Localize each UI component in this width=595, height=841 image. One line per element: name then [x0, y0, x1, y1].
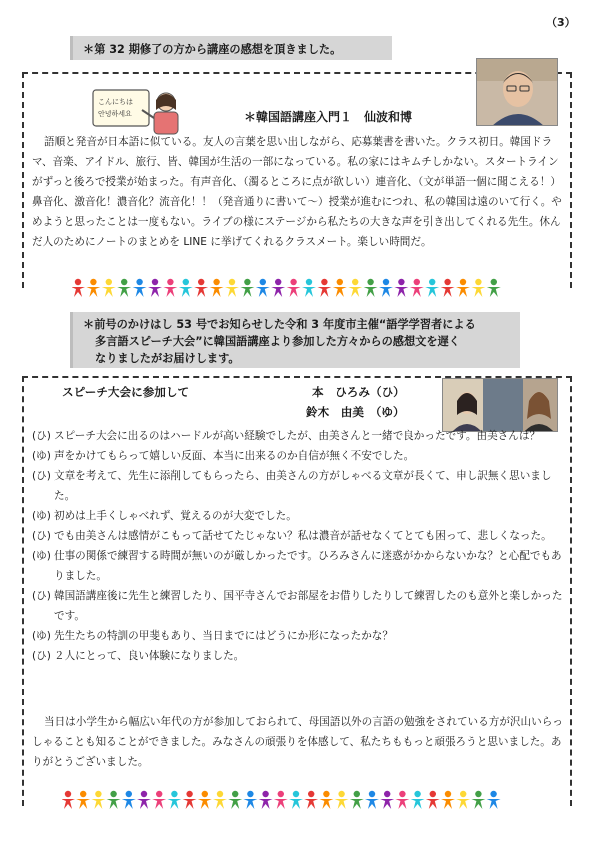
person-figure-icon — [471, 791, 485, 809]
person-figure-icon — [163, 279, 177, 297]
person-figure-icon — [335, 791, 349, 809]
person-figure-icon — [319, 791, 333, 809]
svg-text:안녕하세요: 안녕하세요 — [98, 110, 132, 118]
speaker-yumi: 鈴木 由美 （ゆ） — [306, 405, 405, 419]
article1-title: ＊韓国語講座入門１ 仙波和博 — [244, 110, 413, 124]
person-figure-icon — [456, 791, 470, 809]
dialog-text: 先生たちの特訓の甲斐もあり、当日までにはどうにか形になったかな？ — [54, 630, 393, 642]
people-chain-divider-bottom — [62, 790, 512, 810]
person-figure-icon — [441, 279, 455, 297]
person-figure-icon — [425, 279, 439, 297]
person-figure-icon — [395, 791, 409, 809]
dialog-text: 声をかけてもらって嬉しい反面、本当に出来るのか自信が無く不安でした。 — [54, 450, 415, 462]
dialog-text: 韓国語講座後に先生と練習したり、国平寺さんでお部屋をお借りしたりして練習したのも意外と楽しかったです。 — [54, 590, 563, 622]
person-figure-icon — [350, 791, 364, 809]
person-figure-icon — [379, 279, 393, 297]
person-figure-icon — [179, 279, 193, 297]
dialog-line — [32, 546, 564, 586]
person-figure-icon — [317, 279, 331, 297]
teacher-illustration — [92, 88, 188, 136]
person-figure-icon — [471, 279, 485, 297]
header2-line2: 多言語スピーチ大会”に韓国語講座より参加した方々からの感想文を遅く — [95, 335, 460, 348]
dialog-line — [32, 526, 564, 546]
dialog-text: 初めは上手くしゃべれず、覚えるのが大変でした。 — [54, 510, 297, 522]
dialog-speaker-tag: (ゆ) — [32, 630, 51, 642]
dialog-text: スピーチ大会に出るのはハードルが高い経験でしたが、由美さんと一緒で良かったです。由美さんは？ — [54, 430, 541, 442]
article1-body: 語順と発音が日本語に似ている。友人の言葉を思い出しながら、応募葉書を書いた。クラス初日。韓国ドラマ、音楽、アイドル、旅行、皆、韓国が生活の一部になっている。私の家にはキムチしかない。スタートラインがずっと後ろで授業が始まった。有声音化、（濁るところに点が欲しい）連音化、（文が単語一個に聞こえる！）鼻音化、激音化！濃音化？流音化！！（発音通りに書いて〜）授業が進むにつれ、私の韓国は遠のいて行く。やめようと思ったことは一度もない。ライブの様にステージから私たちの大きな声を引き出してくれる先生。休んだ人のためにノートのまとめを LINE に挙げてくれるクラスメート。楽しい時間だ。 — [32, 136, 562, 248]
header2-line1: ＊前号のかけはし 53 号でお知らせした令和 3 年度市主催“語学学習者による — [83, 318, 476, 331]
person-figure-icon — [243, 791, 257, 809]
person-figure-icon — [148, 279, 162, 297]
person-figure-icon — [62, 791, 75, 809]
person-figure-icon — [348, 279, 362, 297]
dialog-speaker-tag: (ゆ) — [32, 510, 51, 522]
dialog-text: でも由美さんは感情がこもって話せてたじゃない？私は濃音が話せなくてとても困って、悲しくなった。 — [54, 530, 552, 542]
dialog-line — [32, 586, 564, 626]
dialog-list — [32, 426, 564, 666]
svg-text:こんにちは: こんにちは — [98, 98, 133, 106]
dialog-line — [32, 506, 564, 526]
person-figure-icon — [441, 791, 455, 809]
dialog-line — [32, 646, 564, 666]
person-figure-icon — [287, 279, 301, 297]
person-figure-icon — [137, 791, 151, 809]
person-figure-icon — [411, 791, 425, 809]
person-figure-icon — [271, 279, 285, 297]
person-figure-icon — [304, 791, 318, 809]
person-figure-icon — [133, 279, 147, 297]
person-figure-icon — [456, 279, 470, 297]
article2-title: スピーチ大会に参加して — [62, 385, 190, 399]
dialog-line — [32, 466, 564, 506]
dialog-text: 仕事の関係で練習する時間が無いのが厳しかったです。ひろみさんに迷惑がかからないかな？と心配でもありました。 — [54, 550, 562, 582]
person-figure-icon — [289, 791, 303, 809]
person-figure-icon — [117, 279, 131, 297]
section-header-speech — [70, 312, 520, 368]
person-figure-icon — [274, 791, 288, 809]
author-photo — [476, 58, 558, 126]
person-figure-icon — [256, 279, 270, 297]
header2-line3: なりましたがお届けします。 — [95, 352, 240, 365]
person-figure-icon — [210, 279, 224, 297]
person-figure-icon — [240, 279, 254, 297]
person-figure-icon — [102, 279, 116, 297]
section-header-feedback: ＊第 32 期修了の方から講座の感想を頂きました。 — [70, 36, 392, 60]
person-figure-icon — [394, 279, 408, 297]
person-figure-icon — [410, 279, 424, 297]
person-figure-icon — [198, 791, 212, 809]
speakers-photo — [442, 378, 558, 432]
person-figure-icon — [333, 279, 347, 297]
person-figure-icon — [302, 279, 316, 297]
dialog-text: ２人にとって、良い体験になりました。 — [54, 650, 245, 662]
dialog-line — [32, 626, 564, 646]
dialog-speaker-tag: (ゆ) — [32, 450, 51, 462]
dialog-speaker-tag: (ひ) — [32, 470, 51, 482]
person-figure-icon — [167, 791, 181, 809]
dialog-text: 文章を考えて、先生に添削してもらったら、由美さんの方がしゃべる文章が長くて、申し訳無く思いました。 — [54, 470, 552, 502]
person-figure-icon — [426, 791, 440, 809]
person-figure-icon — [487, 279, 501, 297]
person-figure-icon — [487, 791, 501, 809]
person-figure-icon — [183, 791, 197, 809]
person-figure-icon — [76, 791, 90, 809]
speaker-hiromi: 本 ひろみ（ひ） — [312, 385, 405, 399]
person-figure-icon — [228, 791, 242, 809]
dialog-speaker-tag: (ひ) — [32, 530, 51, 542]
person-figure-icon — [91, 791, 105, 809]
dialog-speaker-tag: (ひ) — [32, 650, 51, 662]
page-number: （3） — [546, 16, 576, 29]
dialog-line — [32, 426, 564, 446]
person-figure-icon — [86, 279, 100, 297]
dialog-speaker-tag: (ひ) — [32, 590, 51, 602]
article2-closing: 当日は小学生から幅広い年代の方が参加しておられて、母国語以外の言語の勉強をされている方が沢山いらっしゃることも知ることができました。みなさんの頑張りを体感して、私たちももっと頑張ろうと思いました。ありがとうございました。 — [32, 716, 563, 768]
person-figure-icon — [194, 279, 208, 297]
person-figure-icon — [213, 791, 227, 809]
person-figure-icon — [364, 279, 378, 297]
person-figure-icon — [225, 279, 239, 297]
person-figure-icon — [365, 791, 379, 809]
dialog-line — [32, 446, 564, 466]
person-figure-icon — [107, 791, 121, 809]
dialog-speaker-tag: (ひ) — [32, 430, 51, 442]
person-figure-icon — [259, 791, 273, 809]
people-chain-divider — [72, 278, 512, 298]
person-figure-icon — [122, 791, 136, 809]
person-figure-icon — [380, 791, 394, 809]
person-figure-icon — [72, 279, 85, 297]
dialog-speaker-tag: (ゆ) — [32, 550, 51, 562]
person-figure-icon — [152, 791, 166, 809]
